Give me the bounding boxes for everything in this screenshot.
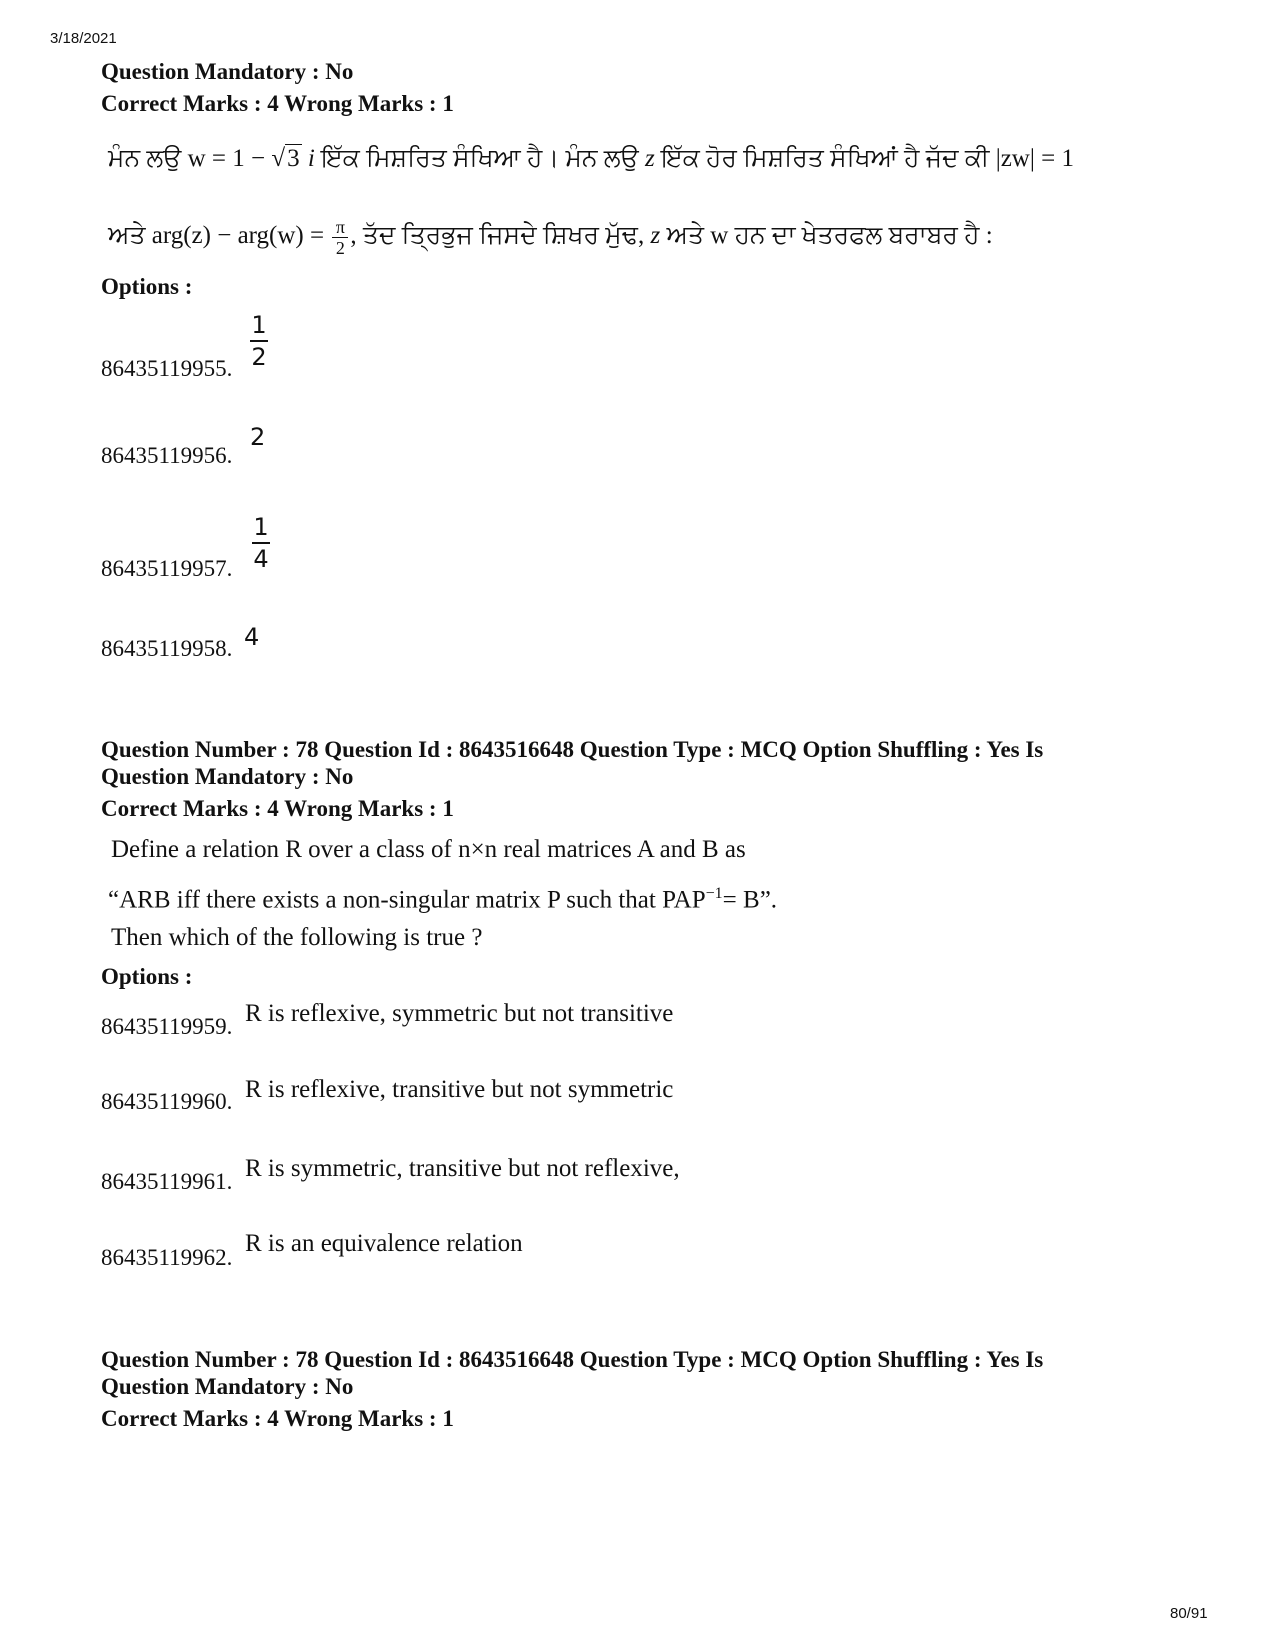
question-text-line-2: ਅਤੇ arg(z) − arg(w) = $\frac{\pi}{2}$ , ਤੱਦ ਤ੍ਰਿਭੁਜ ਜਿਸਦੇ ਸ਼ਿਖਰ ਮੁੱਢ, z ਅਤੇ w ਹਨ ਦਾ ਖੇਤਰਫਲ ਬਰਾਬਰ ਹੈ : <box>108 217 993 258</box>
question-mandatory: Question Mandatory : No <box>101 59 354 84</box>
option-value: R is reflexive, transitive but not symmetric <box>245 1076 674 1103</box>
question-text-line-1: Define a relation R over a class of n×n real matrices A and B as <box>111 836 746 863</box>
question-text-line-1: ਮੰਨ ਲਉ w = 1 − √3 i ਇੱਕ ਮਿਸ਼ਰਿਤ ਸੰਖਿਆ ਹੈ। ਮੰਨ ਲਉ z ਇੱਕ ਹੋਰ ਮਿਸ਼ਰਿਤ ਸੰਖਿਆਂ ਹੈ ਜੱਦ ਕੀ |zw| = 1 <box>108 145 1074 172</box>
question-header: Question Number : 78 Question Id : 8643516648 Question Type : MCQ Option Shuffling : Yes Is <box>101 1347 1044 1372</box>
option-id: 86435119959. <box>101 1014 233 1039</box>
option-value: R is an equivalence relation <box>245 1230 523 1257</box>
question-text-line-3: Then which of the following is true ? <box>111 924 483 951</box>
option-id: 86435119962. <box>101 1245 233 1270</box>
option-id: 86435119958. <box>101 636 233 661</box>
option-id: 86435119961. <box>101 1169 233 1194</box>
option-value: R is symmetric, transitive but not reflexive, <box>245 1155 680 1182</box>
question-marks: Correct Marks : 4 Wrong Marks : 1 <box>101 796 454 821</box>
option-value: R is reflexive, symmetric but not transitive <box>245 1000 674 1027</box>
question-header: Question Number : 78 Question Id : 8643516648 Question Type : MCQ Option Shuffling : Yes Is <box>101 737 1044 762</box>
option-id: 86435119960. <box>101 1089 233 1114</box>
option-id: 86435119955. <box>101 356 233 381</box>
question-mandatory: Question Mandatory : No <box>101 764 354 789</box>
question-mandatory: Question Mandatory : No <box>101 1374 354 1399</box>
question-marks: Correct Marks : 4 Wrong Marks : 1 <box>101 1406 454 1431</box>
option-id: 86435119957. <box>101 556 233 581</box>
question-text-line-2: “ARB iff there exists a non-singular matrix P such that $PAP^{-1}= B$”. <box>108 885 778 914</box>
option-value: 2 <box>250 423 266 451</box>
print-date: 3/18/2021 <box>50 30 117 47</box>
pi-over-two-fraction: $\frac{\pi}{2}$ <box>332 218 348 257</box>
options-label: Options : <box>101 964 193 989</box>
option-id: 86435119956. <box>101 443 233 468</box>
question-marks: Correct Marks : 4 Wrong Marks : 1 <box>101 91 454 116</box>
options-label: Options : <box>101 274 193 299</box>
option-value: 4 <box>244 623 260 651</box>
option-value-fraction: 1 2 <box>251 311 267 371</box>
option-value-fraction: 1 4 <box>253 513 269 573</box>
page-number: 80/91 <box>1170 1605 1208 1622</box>
